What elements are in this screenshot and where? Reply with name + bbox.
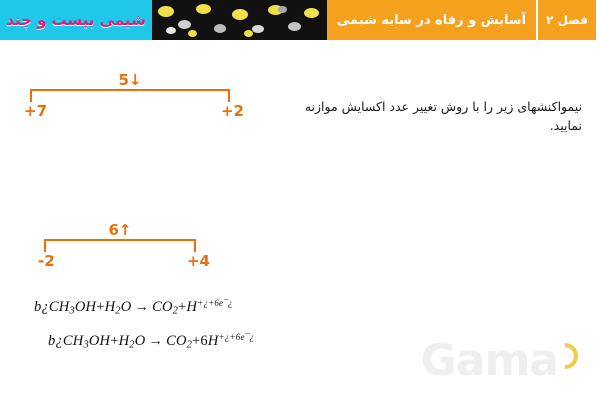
decorative-pattern-strip [152,0,327,40]
watermark-logo [421,335,578,386]
instruction-text: نیمواکنشهای زیر را با روش تغییر عدد اکسایش موازنه نمایید. [304,99,582,133]
book-title-block [0,0,152,40]
equation-2 [34,330,334,354]
book-title: شیمی بیست و چند [6,11,146,29]
eq1-reactant-1: CH [48,299,70,315]
watermark-text: Gama [420,335,558,386]
bracket-tick-left [30,89,32,102]
bracket-label-2: 6↑ [103,221,136,239]
oxidation-bracket-1 [24,71,244,122]
bracket-label-1: 5↓ [113,71,146,89]
eq2-reactant-1-sub: 3 [83,339,89,351]
eq1-reactant-2-sub: 2 [115,305,121,317]
oxidation-number-right-1: +2 [220,102,244,120]
chapter-header-block [327,0,600,40]
eq2-reactant-1-rest: OH [88,333,111,350]
eq1-reactant-1-sub: 3 [69,305,75,317]
oxidation-bracket-2 [38,221,210,272]
eq1-arrow: → [134,299,150,315]
eq1-product-2: H [186,299,198,315]
bracket-tick-right [228,89,230,102]
eq1-plus-2: + [178,299,187,315]
eq2-reactant-2-sub: 2 [129,339,135,351]
oxidation-number-left-1: +7 [24,102,48,120]
equations-block [34,296,334,355]
eq2-product-1-sub: 2 [186,339,193,351]
eq2-plus-1: + [110,333,119,350]
eq1-reactant-2: H [104,299,116,315]
bracket-bar [30,89,230,91]
bracket-line-1 [30,71,230,100]
eq1-reactant-1-rest: OH [74,299,97,315]
header-bar [0,0,600,40]
chapter-number: فصل ۲ [536,0,596,40]
eq1-product-1-sub: 2 [172,305,179,317]
eq1-reactant-2-rest: O [120,299,132,315]
eq2-prefix: b¿ [48,333,63,350]
eq2-product-2-sup: +¿+6e¯¿ [218,332,255,343]
eq2-plus-2: +6 [192,333,208,350]
oxidation-number-right-2: +4 [186,252,210,270]
chapter-title: آسایش و رفاه در سایه شیمی [327,0,536,40]
eq2-reactant-2: H [118,333,130,350]
eq2-reactant-2-rest: O [134,333,146,350]
eq1-product-1: CO [152,299,173,315]
bracket-endpoints-2 [38,252,210,272]
bracket-tick-left [44,239,46,252]
eq1-prefix: b¿ [34,299,49,315]
eq2-reactant-1: CH [62,333,84,350]
eq2-product-1: CO [166,333,187,350]
eq1-plus-1: + [96,299,105,315]
eq2-product-2: H [207,333,219,350]
bracket-endpoints-1 [24,102,244,122]
oxidation-number-left-2: -2 [38,252,55,270]
bracket-line-2 [44,221,196,250]
eq2-arrow: → [148,333,164,350]
bracket-tick-right [194,239,196,252]
bracket-bar [44,239,196,241]
equation-1 [34,296,334,320]
eq1-product-2-sup: +¿+6e¯¿ [197,298,233,309]
